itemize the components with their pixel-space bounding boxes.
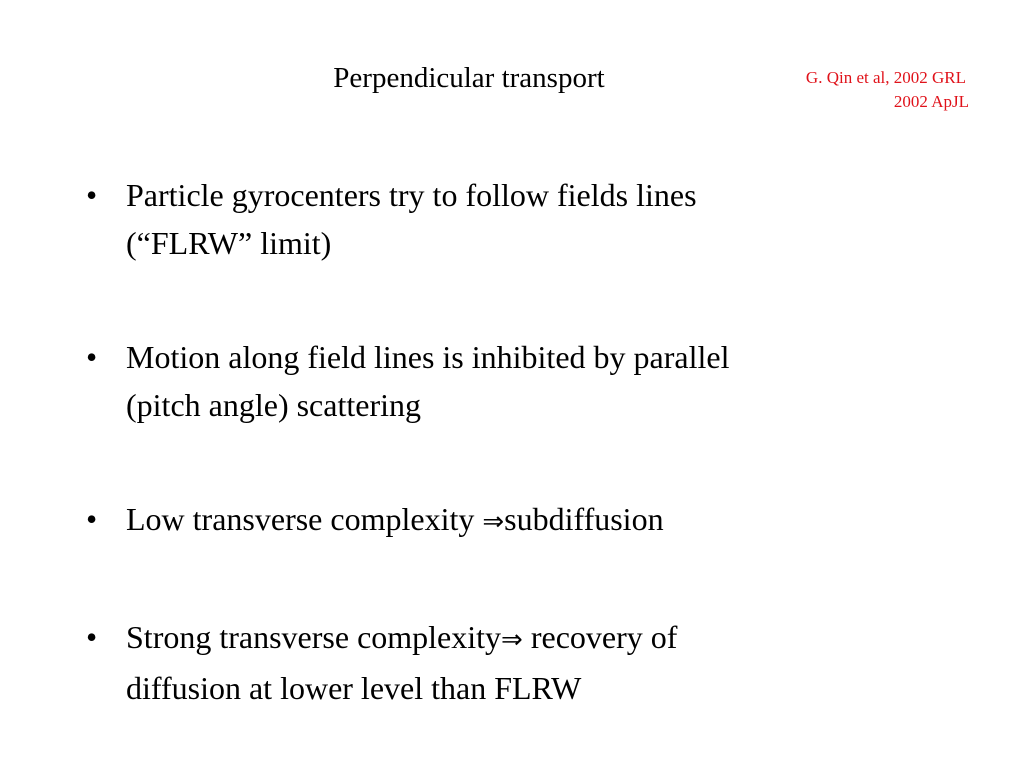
bullet-4-text-after: recovery of (522, 619, 678, 655)
citation (805, 66, 969, 114)
bullet-item-3 (86, 495, 966, 546)
slide-title: Perpendicular transport (333, 62, 605, 94)
bullet-2-line-1: Motion along field lines is inhibited by parallel (126, 339, 730, 375)
bullet-item-1 (86, 171, 966, 267)
bullet-marker: • (86, 501, 98, 537)
bullet-1-line-2: (“FLRW” limit) (126, 225, 332, 261)
bullet-list (86, 171, 966, 778)
implies-arrow-icon: ⇒ (482, 507, 505, 537)
citation-line-1: G. Qin et al, 2002 GRL (805, 68, 966, 87)
bullet-marker: • (86, 619, 98, 655)
bullet-2-line-2: (pitch angle) scattering (126, 387, 421, 423)
bullet-item-4 (86, 613, 966, 712)
bullet-4-line-2: diffusion at lower level than FLRW (126, 670, 582, 706)
bullet-marker: • (86, 339, 98, 375)
bullet-4-text-before: Strong transverse complexity (126, 619, 502, 655)
bullet-3-text-before: Low transverse complexity (126, 501, 483, 537)
implies-arrow-icon: ⇒ (501, 625, 523, 655)
citation-line-2: 2002 ApJL (893, 92, 969, 111)
bullet-3-text-after: subdiffusion (504, 501, 664, 537)
bullet-item-2 (86, 333, 966, 429)
bullet-marker: • (86, 177, 98, 213)
bullet-1-line-1: Particle gyrocenters try to follow fields lines (126, 177, 697, 213)
